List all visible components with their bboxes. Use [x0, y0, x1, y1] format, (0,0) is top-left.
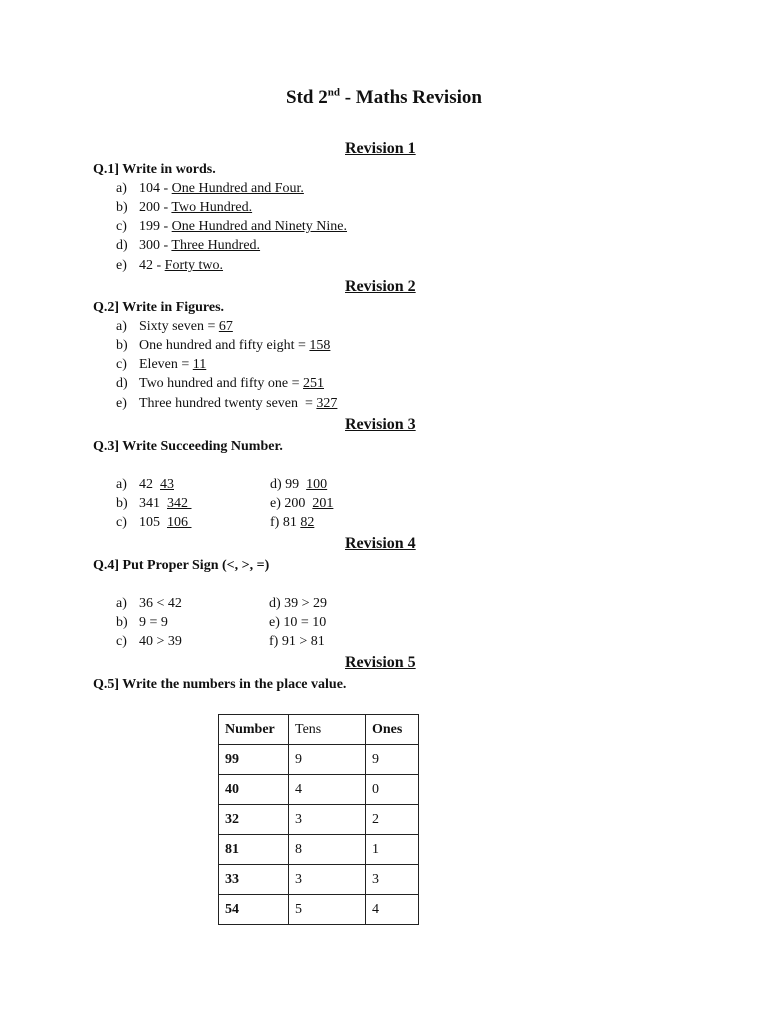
- item-letter: e): [116, 396, 127, 411]
- revision-4-heading: Revision 4: [345, 535, 416, 552]
- header-cell: Tens: [289, 715, 366, 745]
- q3-item-f: [270, 515, 314, 531]
- item-letter: a): [116, 319, 127, 334]
- page-title: [0, 87, 768, 109]
- table-row: [219, 775, 419, 805]
- table-cell: 54: [219, 895, 289, 925]
- item-answer: 100: [306, 477, 328, 492]
- table-cell: 9: [289, 745, 366, 775]
- item-text: Eleven =: [139, 357, 193, 372]
- item-letter: b): [116, 615, 128, 630]
- item-answer: 43: [160, 477, 174, 492]
- table-row: [219, 745, 419, 775]
- table-cell: 5: [289, 895, 366, 925]
- item-letter: c): [116, 219, 127, 234]
- title-superscript: nd: [327, 86, 340, 99]
- item-letter: d): [116, 238, 128, 253]
- q3-item-a: [116, 477, 174, 493]
- item-text: 199 -: [139, 219, 172, 234]
- item-text: 200 -: [139, 200, 172, 215]
- item-text: 40 > 39: [139, 634, 182, 649]
- item-text: 42 -: [139, 258, 165, 273]
- title-main: Std 2: [286, 87, 328, 108]
- q3-item-d: [270, 477, 327, 493]
- item-text: Two hundred and fifty one =: [139, 376, 303, 391]
- table-cell: 9: [366, 745, 419, 775]
- q3-item-c: [116, 515, 192, 531]
- revision-2-heading: Revision 2: [345, 278, 416, 295]
- q4-item-c: [116, 634, 182, 650]
- item-answer: 158: [309, 338, 331, 353]
- item-letter: e): [116, 258, 127, 273]
- q4-item-f: f) 91 > 81: [269, 634, 325, 649]
- q4-item-a: [116, 596, 182, 612]
- item-answer: 11: [192, 357, 207, 372]
- table-header-row: [219, 715, 419, 745]
- q3-heading: Q.3] Write Succeeding Number.: [93, 439, 283, 454]
- q3-item-b: [116, 496, 192, 512]
- table-cell: 81: [219, 835, 289, 865]
- item-text: 341: [139, 496, 167, 511]
- item-letter: c): [116, 634, 127, 649]
- q1-heading: Q.1] Write in words.: [93, 162, 216, 177]
- item-letter: b): [116, 496, 128, 511]
- table-cell: 32: [219, 805, 289, 835]
- q2-item-e: [116, 396, 337, 412]
- q1-item-d: [116, 238, 260, 254]
- item-answer: 327: [316, 396, 338, 411]
- q2-item-b: [116, 338, 330, 354]
- table-row: [219, 835, 419, 865]
- item-letter: a): [116, 477, 127, 492]
- q2-item-a: [116, 319, 233, 335]
- q1-item-c: [116, 219, 347, 235]
- item-text: 42: [139, 477, 160, 492]
- table-cell: 2: [366, 805, 419, 835]
- item-text: 105: [139, 515, 167, 530]
- item-text: 9 = 9: [139, 615, 168, 630]
- item-answer: One Hundred and Ninety Nine.: [171, 219, 348, 234]
- item-letter: d): [116, 376, 128, 391]
- q4-item-b: [116, 615, 168, 631]
- q3-item-e: [270, 496, 333, 512]
- item-text: One hundred and fifty eight =: [139, 338, 310, 353]
- q5-heading: Q.5] Write the numbers in the place value.: [93, 677, 347, 692]
- item-text: 36 < 42: [139, 596, 182, 611]
- item-text: d) 99: [270, 477, 307, 492]
- item-answer: 342: [167, 496, 192, 511]
- item-answer: 201: [312, 496, 334, 511]
- header-cell: Number: [219, 715, 289, 745]
- item-answer: 251: [303, 376, 324, 391]
- q1-item-a: [116, 181, 304, 197]
- item-answer: 67: [218, 319, 233, 334]
- table-cell: 3: [289, 865, 366, 895]
- title-rest: - Maths Revision: [339, 87, 482, 108]
- q4-heading: Q.4] Put Proper Sign (<, >, =): [93, 558, 270, 573]
- table-cell: 4: [289, 775, 366, 805]
- q2-item-c: [116, 357, 206, 373]
- q4-item-e: e) 10 = 10: [269, 615, 327, 630]
- table-row: [219, 805, 419, 835]
- item-answer: One Hundred and Four.: [171, 181, 304, 196]
- q1-item-b: [116, 200, 252, 216]
- item-text: Sixty seven =: [139, 319, 219, 334]
- place-value-table: [218, 714, 419, 925]
- q4-item-d: d) 39 > 29: [269, 596, 328, 611]
- item-text: e) 200: [270, 496, 313, 511]
- item-answer: Three Hundred.: [171, 238, 261, 253]
- table-cell: 1: [366, 835, 419, 865]
- item-letter: c): [116, 515, 127, 530]
- item-letter: b): [116, 200, 128, 215]
- table-cell: 4: [366, 895, 419, 925]
- item-letter: c): [116, 357, 127, 372]
- table-cell: 99: [219, 745, 289, 775]
- q2-heading: Q.2] Write in Figures.: [93, 300, 225, 315]
- item-text: f) 81: [270, 515, 301, 530]
- item-letter: b): [116, 338, 128, 353]
- item-answer: 106: [167, 515, 192, 530]
- item-letter: a): [116, 181, 127, 196]
- revision-3-heading: Revision 3: [345, 416, 416, 433]
- table-cell: 33: [219, 865, 289, 895]
- header-cell: Ones: [366, 715, 419, 745]
- item-text: Three hundred twenty seven =: [139, 396, 317, 411]
- item-text: 104 -: [139, 181, 172, 196]
- item-answer: Two Hundred.: [171, 200, 253, 215]
- item-answer: Forty two.: [164, 258, 224, 273]
- table-cell: 40: [219, 775, 289, 805]
- item-text: 300 -: [139, 238, 172, 253]
- table-cell: 3: [366, 865, 419, 895]
- revision-5-heading: Revision 5: [345, 654, 416, 671]
- table-cell: 8: [289, 835, 366, 865]
- q1-item-e: [116, 258, 223, 274]
- item-answer: 82: [300, 515, 315, 530]
- table-cell: 0: [366, 775, 419, 805]
- table-cell: 3: [289, 805, 366, 835]
- table-row: [219, 865, 419, 895]
- item-letter: a): [116, 596, 127, 611]
- revision-1-heading: Revision 1: [345, 140, 416, 157]
- table-row: [219, 895, 419, 925]
- q2-item-d: [116, 376, 324, 392]
